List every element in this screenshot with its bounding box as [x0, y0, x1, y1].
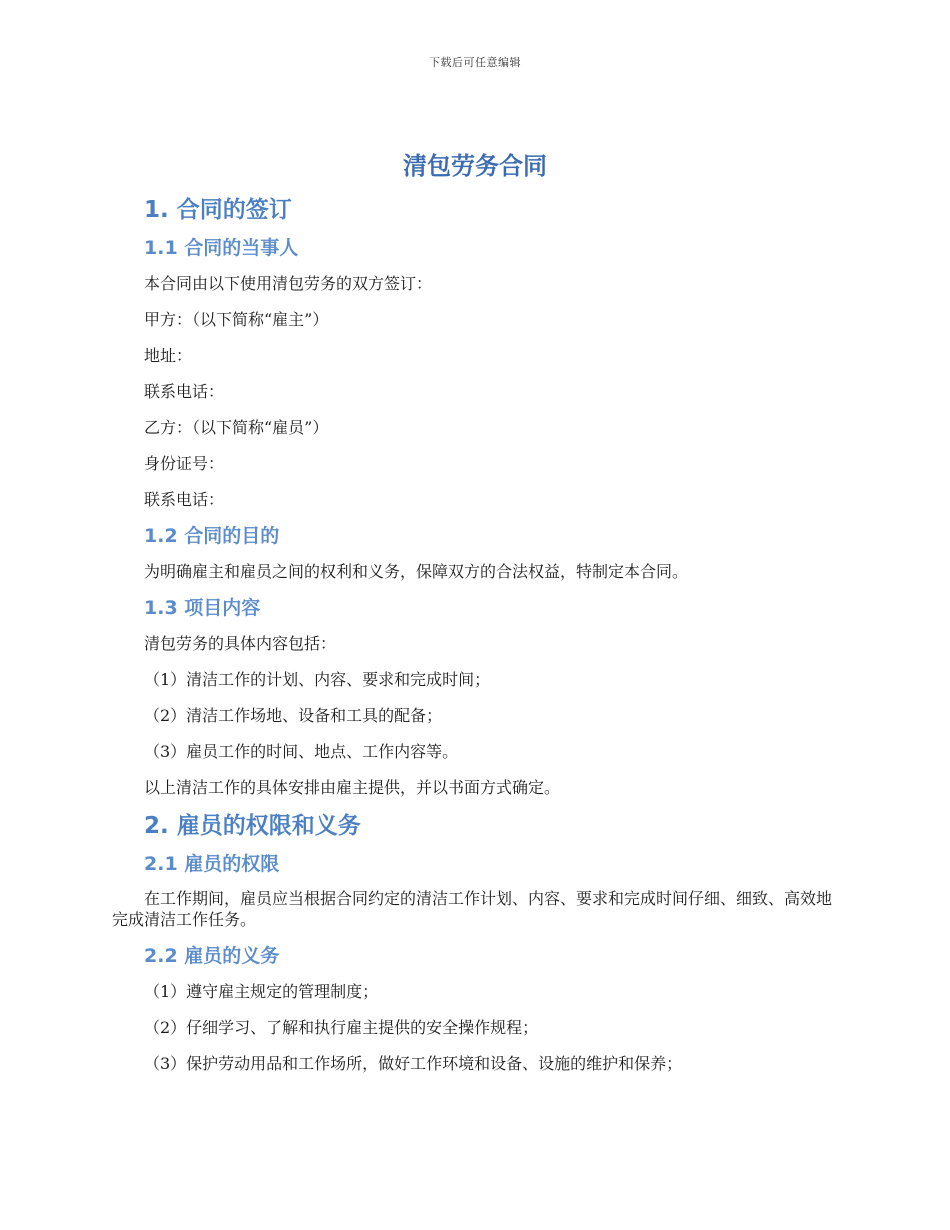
body-line: 本合同由以下使用清包劳务的双方签订：: [144, 274, 433, 293]
list-item: （3）雇员工作的时间、地点、工作内容等。: [144, 742, 459, 761]
subsection-heading-1-2: 1.2 合同的目的: [144, 525, 280, 547]
list-item: （3）保护劳动用品和工作场所，做好工作环境和设备、设施的维护和保养；: [144, 1054, 683, 1073]
id-number-line: 身份证号：: [144, 454, 225, 473]
document-title: 清包劳务合同: [403, 152, 547, 180]
phone-line: 联系电话：: [144, 490, 225, 509]
body-line: 以上清洁工作的具体安排由雇主提供，并以书面方式确定。: [144, 778, 561, 797]
subsection-heading-2-1: 2.1 雇员的权限: [144, 853, 280, 875]
body-paragraph: 在工作期间，雇员应当根据合同约定的清洁工作计划、内容、要求和完成时间仔细、细致、高效地完成清洁工作任务。: [112, 889, 833, 929]
list-item: （2）清洁工作场地、设备和工具的配备；: [144, 706, 443, 725]
party-b-line: 乙方：（以下简称“雇员”）: [144, 418, 329, 437]
subsection-heading-1-3: 1.3 项目内容: [144, 597, 261, 619]
body-line: 清包劳务的具体内容包括：: [144, 634, 337, 653]
document-body: [112, 190, 838, 1082]
phone-line: 联系电话：: [144, 382, 225, 401]
header-note: 下载后可任意编辑: [429, 56, 521, 69]
party-a-line: 甲方：（以下简称“雇主”）: [144, 310, 329, 329]
subsection-heading-1-1: 1.1 合同的当事人: [144, 237, 299, 259]
subsection-heading-2-2: 2.2 雇员的义务: [144, 945, 280, 967]
list-item: （2）仔细学习、了解和执行雇主提供的安全操作规程；: [144, 1018, 539, 1037]
section-heading-1: 1. 合同的签订: [144, 197, 292, 223]
section-heading-2: 2. 雇员的权限和义务: [144, 813, 361, 839]
list-item: （1）遵守雇主规定的管理制度；: [144, 982, 379, 1001]
list-item: （1）清洁工作的计划、内容、要求和完成时间；: [144, 670, 491, 689]
body-line: 为明确雇主和雇员之间的权利和义务，保障双方的合法权益，特制定本合同。: [144, 562, 689, 581]
address-line: 地址：: [144, 346, 193, 365]
